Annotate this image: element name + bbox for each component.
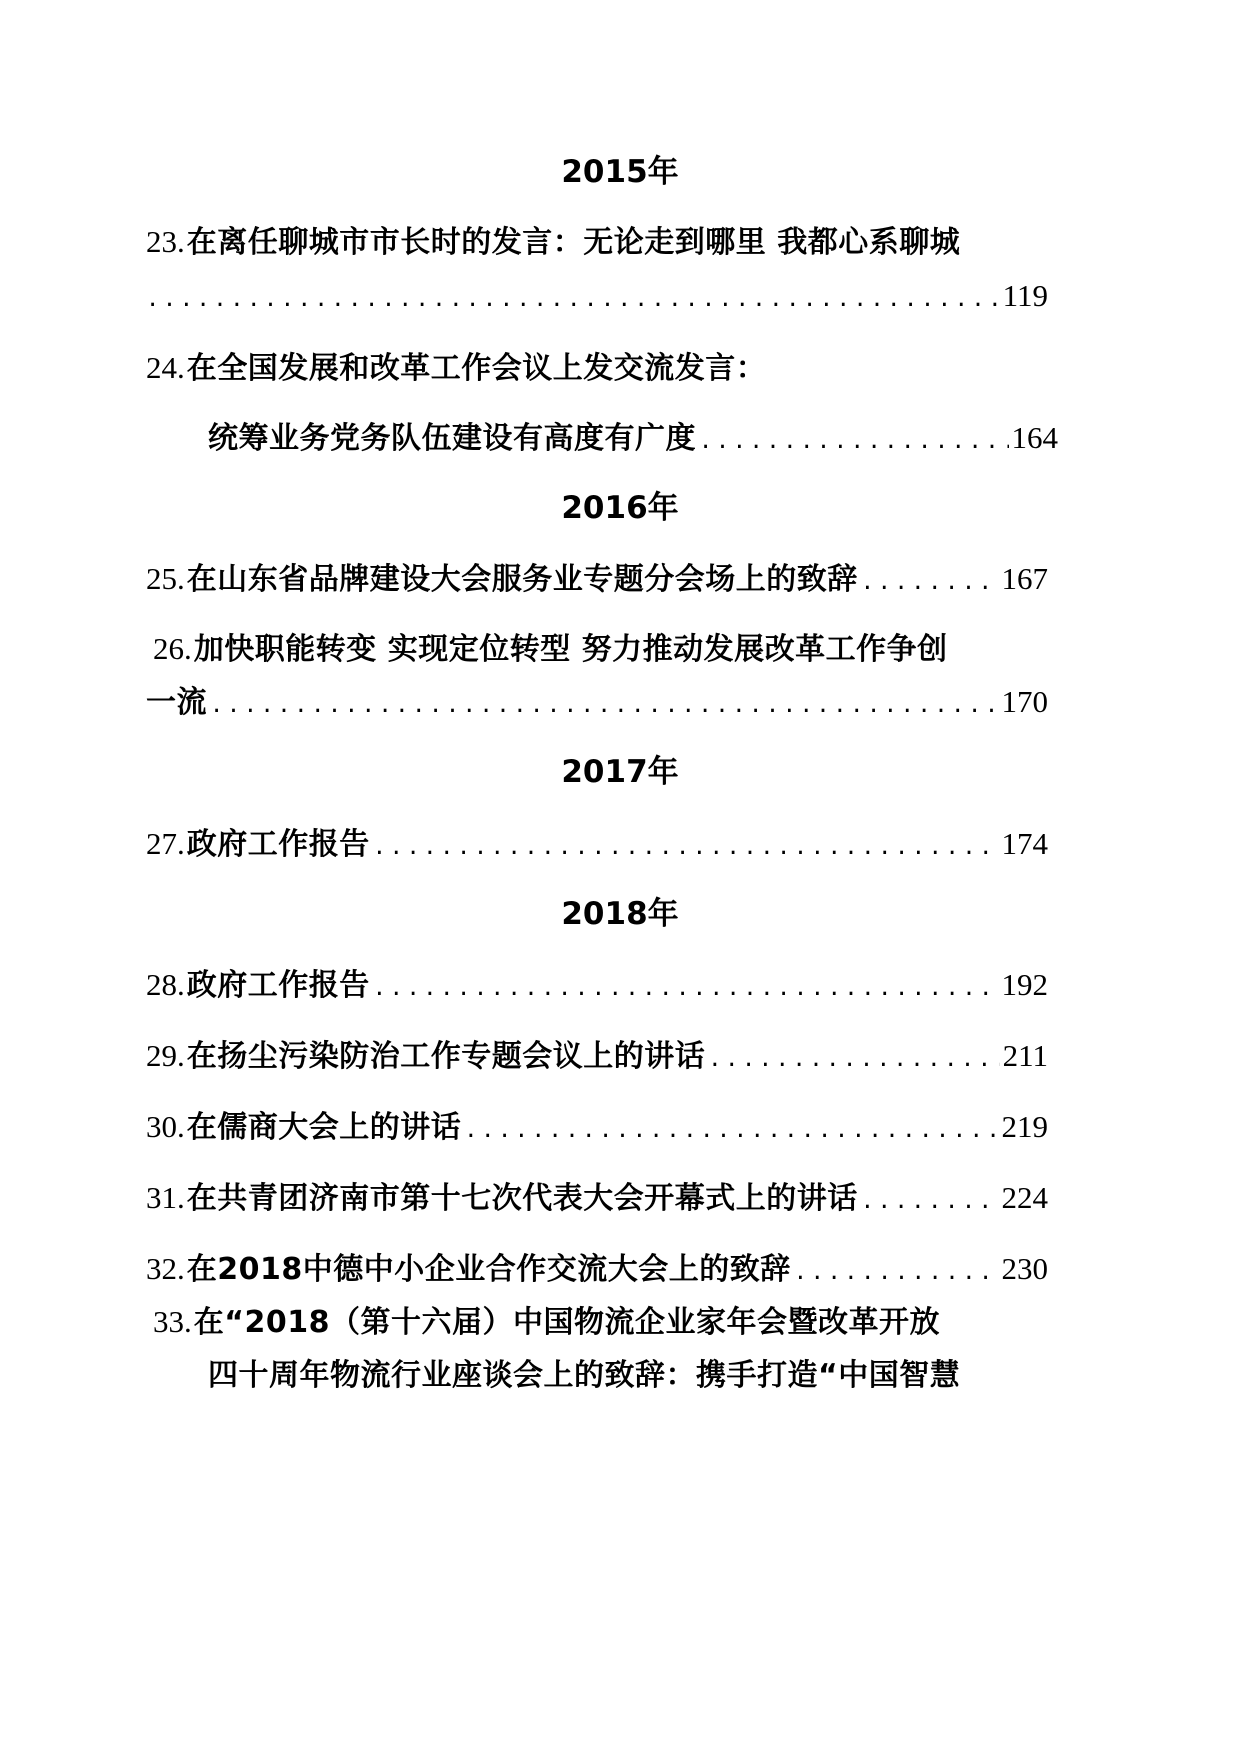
dot-leader — [708, 1038, 999, 1082]
entry-title-continued: 统筹业务党务队伍建设有高度有广度 — [208, 421, 696, 456]
entry-number: 28. — [146, 967, 185, 1002]
entry-number: 26. — [153, 631, 192, 666]
dot-leader — [464, 1109, 998, 1153]
toc-entry-23[interactable] — [146, 220, 1066, 264]
entry-title: 在离任聊城市市长时的发言：无论走到哪里 我都心系聊城 — [186, 225, 961, 260]
dot-leader — [373, 967, 999, 1011]
toc-entry-26-cont[interactable] — [146, 680, 1048, 724]
year-heading-2016: 2016年 — [561, 490, 679, 526]
entry-number: 23. — [146, 224, 185, 259]
toc-entry-31[interactable] — [146, 1176, 1048, 1220]
entry-title-continued: 四十周年物流行业座谈会上的致辞：携手打造“中国智慧 — [208, 1358, 961, 1393]
entry-number: 29. — [146, 1038, 185, 1073]
page-number: 164 — [1011, 420, 1058, 455]
toc-entry-24[interactable] — [146, 346, 1066, 390]
year-heading-2017: 2017年 — [561, 754, 679, 790]
entry-number: 31. — [146, 1180, 185, 1215]
entry-title: 在“2018（第十六届）中国物流企业家年会暨改革开放 — [193, 1305, 940, 1340]
toc-entry-28[interactable] — [146, 963, 1048, 1007]
entry-title: 在山东省品牌建设大会服务业专题分会场上的致辞 — [186, 562, 858, 597]
page-number: 119 — [1002, 278, 1048, 313]
toc-entry-27[interactable] — [146, 822, 1048, 866]
page-number: 230 — [1001, 1251, 1048, 1286]
toc-entry-25[interactable] — [146, 557, 1048, 601]
page-number: 170 — [1001, 684, 1048, 719]
toc-entry-29[interactable] — [146, 1034, 1048, 1078]
year-heading-2015: 2015年 — [561, 154, 679, 190]
toc-entry-33[interactable] — [153, 1300, 1073, 1344]
entry-number: 30. — [146, 1109, 185, 1144]
entry-number: 32. — [146, 1251, 185, 1286]
dot-leader — [373, 826, 999, 870]
entry-number: 33. — [153, 1304, 192, 1339]
toc-entry-30[interactable] — [146, 1105, 1048, 1149]
entry-title: 在共青团济南市第十七次代表大会开幕式上的讲话 — [186, 1181, 858, 1216]
entry-title: 加快职能转变 实现定位转型 努力推动发展改革工作争创 — [193, 632, 948, 667]
toc-entry-26[interactable] — [153, 627, 1073, 671]
page-number: 174 — [1001, 826, 1048, 861]
toc-entry-32[interactable] — [146, 1247, 1048, 1291]
dot-leader — [146, 278, 1000, 322]
page-number: 224 — [1001, 1180, 1048, 1215]
year-heading-2018: 2018年 — [561, 896, 679, 932]
dot-leader — [210, 684, 999, 728]
entry-number: 24. — [146, 350, 185, 385]
entry-title: 在扬尘污染防治工作专题会议上的讲话 — [186, 1039, 706, 1074]
entry-number: 25. — [146, 561, 185, 596]
entry-title-continued: 一流 — [146, 685, 207, 720]
dot-leader — [861, 1180, 999, 1224]
toc-entry-23-leader[interactable] — [146, 274, 1048, 318]
page-number: 167 — [1001, 561, 1048, 596]
dot-leader — [794, 1251, 999, 1295]
page-number: 219 — [1001, 1109, 1048, 1144]
entry-title: 政府工作报告 — [186, 827, 370, 862]
toc-entry-33-cont[interactable] — [208, 1354, 1108, 1398]
entry-title: 政府工作报告 — [186, 968, 370, 1003]
entry-title: 在儒商大会上的讲话 — [186, 1110, 462, 1145]
page-number: 192 — [1001, 967, 1048, 1002]
toc-entry-24-cont[interactable] — [208, 416, 1058, 460]
entry-title: 在全国发展和改革工作会议上发交流发言： — [186, 351, 767, 386]
entry-title: 在2018中德中小企业合作交流大会上的致辞 — [186, 1252, 791, 1287]
entry-number: 27. — [146, 826, 185, 861]
page-number: 211 — [1002, 1038, 1048, 1073]
dot-leader — [699, 420, 1009, 464]
dot-leader — [861, 561, 999, 605]
